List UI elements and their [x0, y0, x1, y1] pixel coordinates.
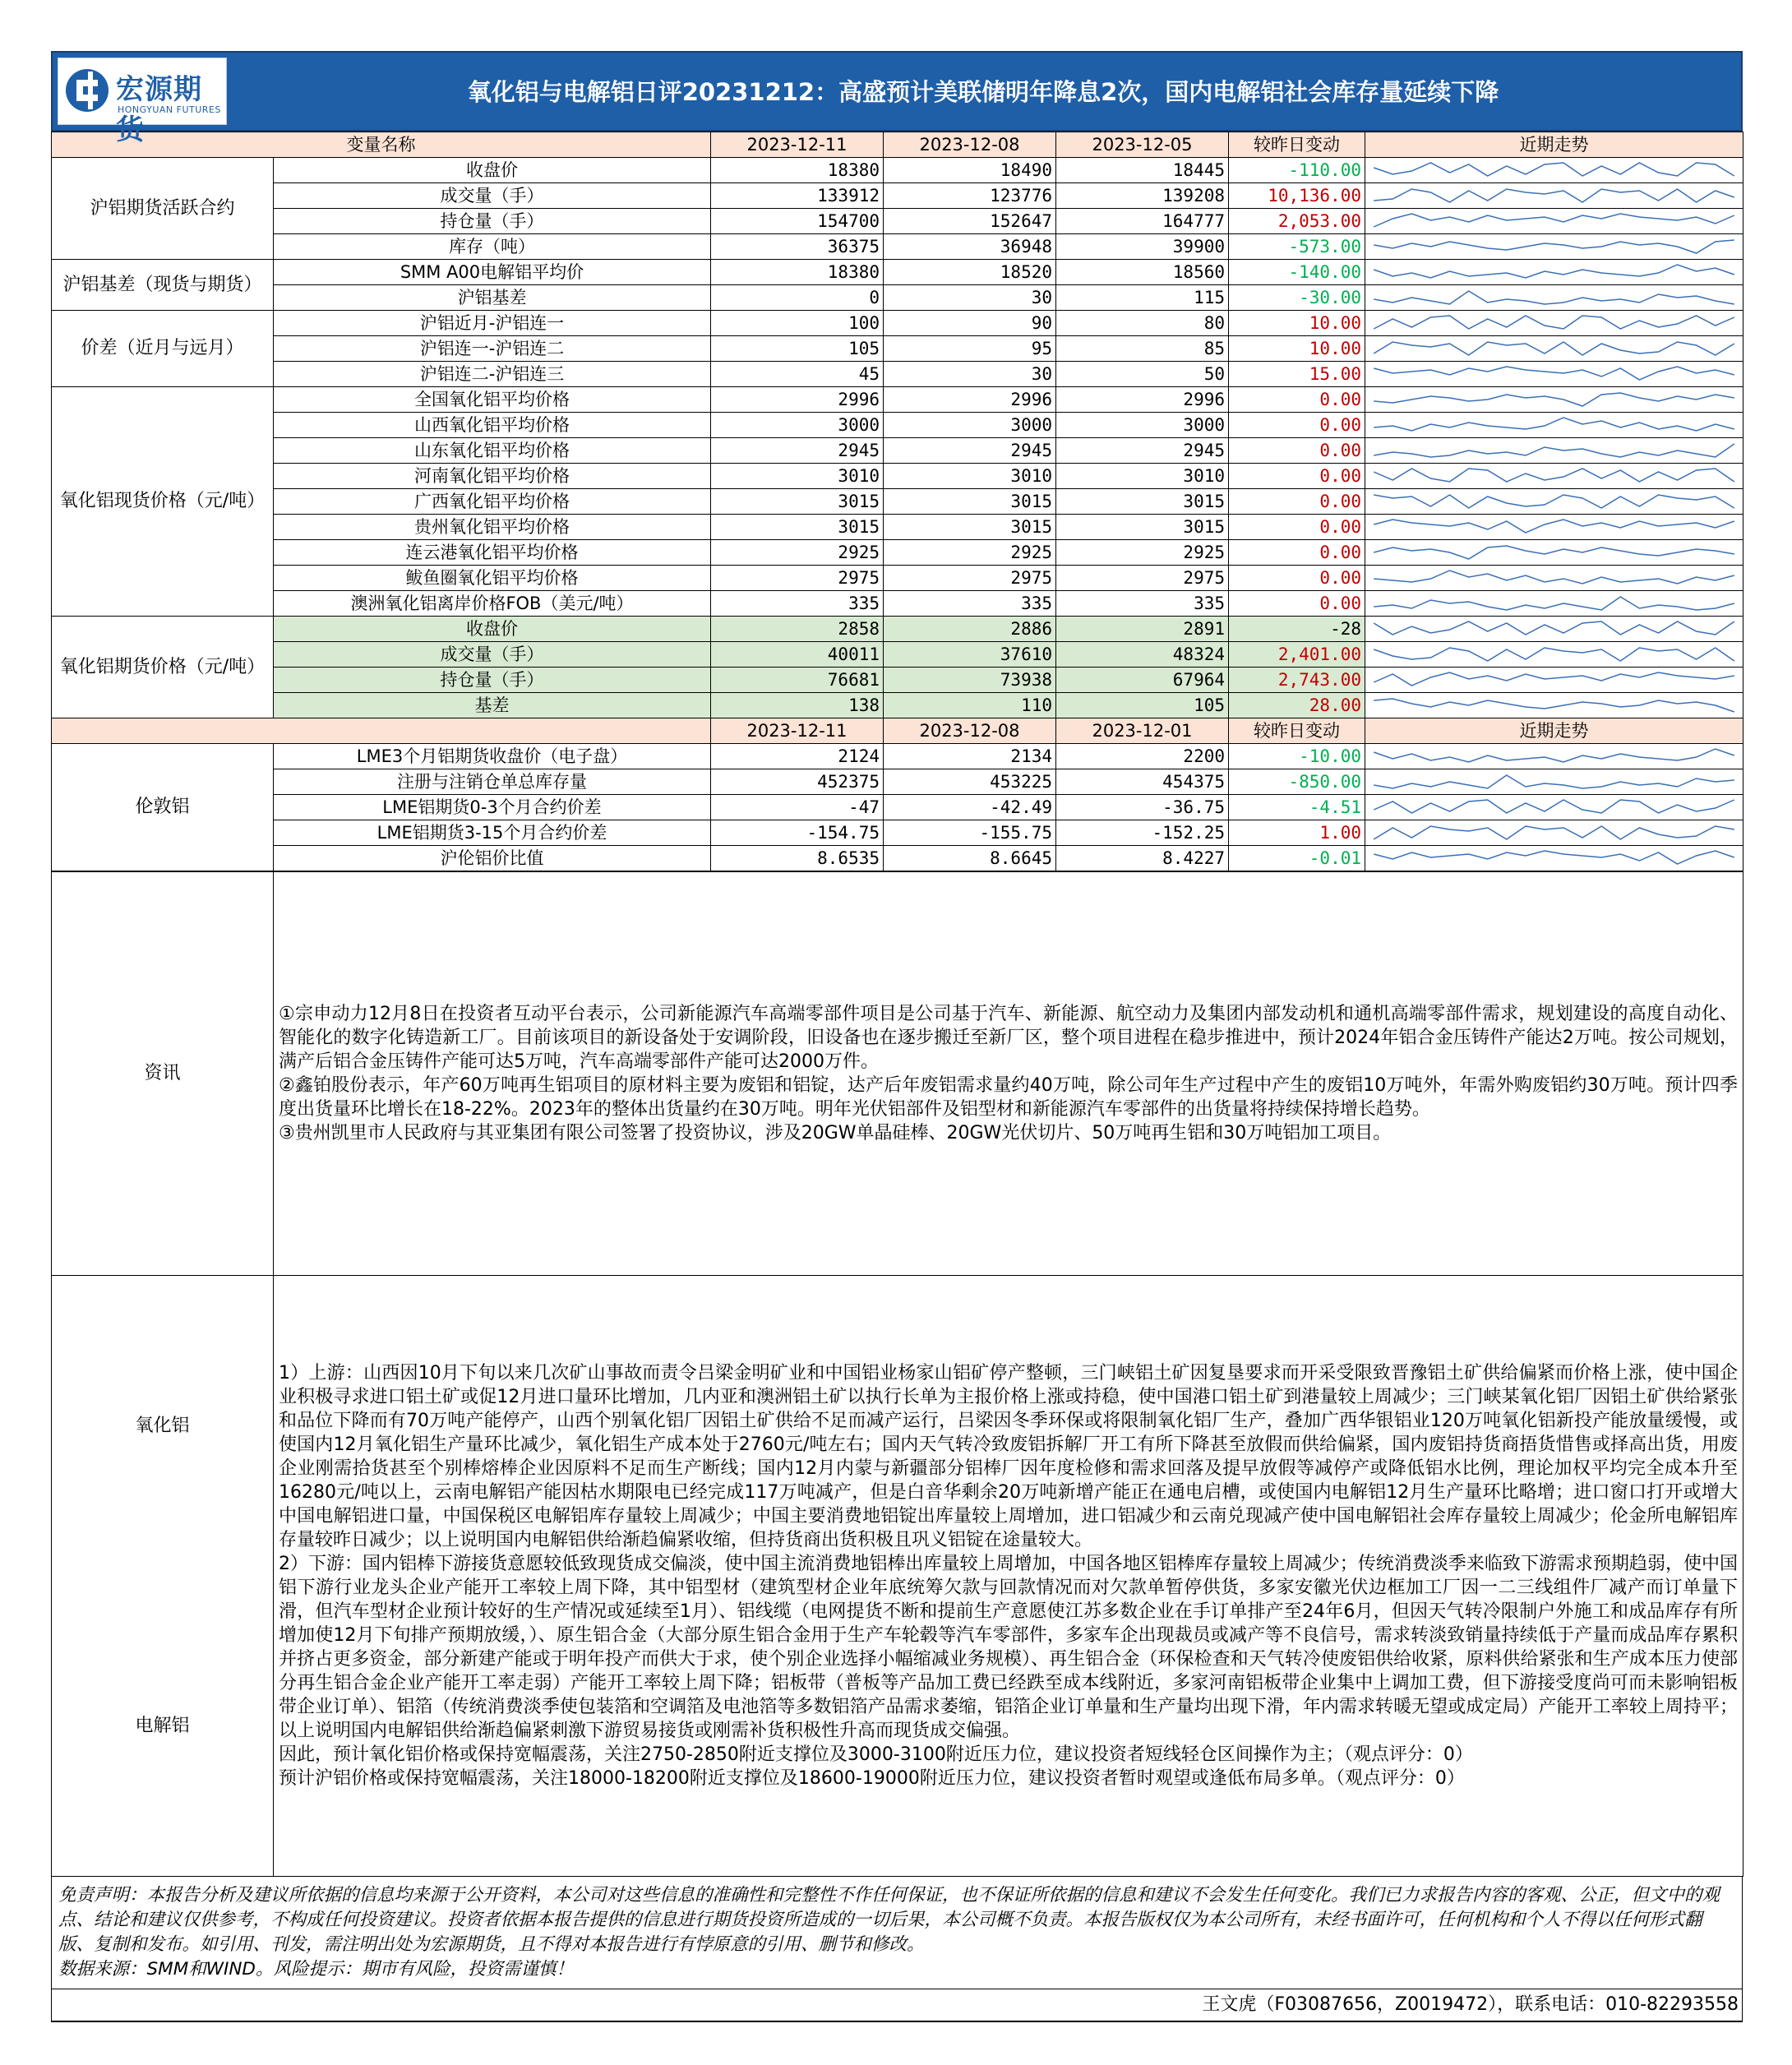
value-cell: 133912: [711, 183, 884, 209]
value-cell: 18380: [711, 260, 884, 285]
trend-sparkline: [1365, 260, 1744, 285]
header-cell: 2023-12-11: [711, 718, 884, 744]
value-cell: 18445: [1056, 158, 1229, 183]
value-cell: 3015: [1056, 515, 1229, 540]
variable-name: 连云港氧化铝平均价格: [274, 540, 711, 566]
table-row: [52, 336, 1744, 362]
sparkline-chart: [1365, 234, 1743, 259]
variable-name: 全国氧化铝平均价格: [274, 387, 711, 413]
change-cell: 0.00: [1229, 438, 1365, 464]
value-cell: 18380: [711, 158, 884, 183]
value-cell: 110: [884, 693, 1056, 718]
table-row: [52, 234, 1744, 260]
value-cell: 2858: [711, 617, 884, 642]
sparkline-path: [1374, 749, 1734, 762]
sparkline-chart: [1365, 362, 1743, 386]
trend-sparkline: [1365, 668, 1744, 693]
value-cell: 8.6645: [884, 846, 1056, 871]
sparkline-path: [1374, 163, 1734, 176]
sparkline-chart: [1365, 846, 1743, 871]
variable-name: 鲅鱼圈氧化铝平均价格: [274, 566, 711, 591]
value-cell: 8.6535: [711, 846, 884, 871]
variable-name: 沪伦铝价比值: [274, 846, 711, 871]
variable-name: 基差: [274, 693, 711, 718]
value-cell: 36375: [711, 234, 884, 260]
change-cell: -10.00: [1229, 744, 1365, 769]
value-cell: 2975: [711, 566, 884, 591]
change-cell: -140.00: [1229, 260, 1365, 285]
news-paragraph: ③贵州凯里市人民政府与其亚集团有限公司签署了投资协议，涉及20GW单晶硅棒、20GW光伏切片、50万吨再生铝和30万吨铝加工项目。: [279, 1123, 1392, 1143]
news-paragraph: ①宗申动力12月8日在投资者互动平台表示，公司新能源汽车高端零部件项目是公司基于汽车、新能源、航空动力及集团内部发动机和通机高端零部件需求，规划建设的高度自动化、智能化的数字化铸造新工厂。目前该项目的新设备处于安调阶段，旧设备也在逐步搬迁至新厂区，整个项目进程在稳步推进中，预计2024年铝合金压铸件产能达2万吨。按公司规划，满产后铝合金压铸件产能可达5万吨，汽车高端零部件产能可达2000万件。: [279, 1004, 1738, 1072]
sparkline-path: [1374, 800, 1734, 813]
change-cell: 28.00: [1229, 693, 1365, 718]
sparkline-path: [1374, 699, 1734, 712]
disclaimer-text: 免责声明：本报告分析及建议所依据的信息均来源于公开资料，本公司对这些信息的准确性和完整性不作任何保证，也不保证所依据的信息和建议不会发生任何变化。我们已力求报告内容的客观、公正，但文中的观点、结论和建议仅供参考，不构成任何投资建议。投资者依据本报告提供的信息进行期货投资所造成的一切后果，本公司概不负责。本报告版权仅为本公司所有，未经书面许可，任何机构和个人不得以任何形式翻版、复制和发布。如引用、刊发，需注明出处为宏源期货，且不得对本报告进行有悖原意的引用、删节和修改。: [58, 1885, 1720, 1955]
value-cell: 3010: [884, 464, 1056, 489]
value-cell: 37610: [884, 642, 1056, 668]
table-row: [52, 642, 1744, 668]
sparkline-chart: [1365, 540, 1743, 565]
change-cell: 0.00: [1229, 566, 1365, 591]
value-cell: 39900: [1056, 234, 1229, 260]
sparkline-path: [1374, 571, 1734, 584]
value-cell: 18520: [884, 260, 1056, 285]
header-cell: 近期走势: [1365, 132, 1744, 158]
trend-sparkline: [1365, 795, 1744, 820]
value-cell: 40011: [711, 642, 884, 668]
logo-cn-text: 宏源期货: [116, 73, 202, 146]
value-cell: 30: [884, 362, 1056, 387]
value-cell: 2200: [1056, 744, 1229, 769]
value-cell: 3015: [711, 489, 884, 515]
sparkline-chart: [1365, 311, 1743, 335]
trend-sparkline: [1365, 769, 1744, 795]
value-cell: 3010: [1056, 464, 1229, 489]
variable-name: 河南氧化铝平均价格: [274, 464, 711, 489]
sparkline-path: [1374, 520, 1734, 533]
trend-sparkline: [1365, 311, 1744, 336]
analysis-label-cell: [52, 1276, 274, 1877]
variable-name: 收盘价: [274, 158, 711, 183]
sparkline-path: [1374, 240, 1734, 253]
change-cell: 2,053.00: [1229, 209, 1365, 234]
value-cell: 2925: [711, 540, 884, 566]
table-row: [52, 846, 1744, 871]
value-cell: 50: [1056, 362, 1229, 387]
value-cell: 105: [1056, 693, 1229, 718]
hongyuan-logo-icon: [65, 65, 109, 116]
change-cell: 0.00: [1229, 515, 1365, 540]
sparkline-chart: [1365, 566, 1743, 590]
value-cell: 2886: [884, 617, 1056, 642]
table-row: [52, 260, 1744, 285]
sparkline-chart: [1365, 795, 1743, 820]
variable-name: 成交量（手）: [274, 183, 711, 209]
trend-sparkline: [1365, 387, 1744, 413]
table-row: [52, 540, 1744, 566]
value-cell: 73938: [884, 668, 1056, 693]
variable-name: 收盘价: [274, 617, 711, 642]
category-label: 氧化铝期货价格（元/吨）: [52, 617, 274, 718]
change-cell: 10.00: [1229, 336, 1365, 362]
analysis-paragraph: 2）下游：国内铝棒下游接货意愿较低致现货成交偏淡，使中国主流消费地铝棒出库量较上周增加，中国各地区铝棒库存量较上周减少；传统消费淡季来临致下游需求预期趋弱，使中国铝下游行业龙头企业产能开工率较上周下降，其中铝型材（建筑型材企业年底统筹欠款与回款情况而对欠款单暂停供货，多家安徽光伏边框加工厂因一二三线组件厂减产而订单量下滑，但汽车型材企业预计较好的生产情况或延续至1月）、铝线缆（电网提货不断和提前生产意愿使江苏多数企业在手订单排产至24年6月，但因天气转冷限制户外施工和成品库存有所增加使12月下旬排产预期放缓，）、原生铝合金（大部分原生铝合金用于生产车轮毂等汽车零部件，多家车企出现裁员或减产等不良信号，需求转淡致销量持续低于产量而成品库存累积并挤占更多资金，部分新建产能或于明年投产而供大于求，使个别企业选择小幅缩减业务规模）、再生铝合金（环保检查和天气转冷使废铝供给收紧，原料供给紧张和生产成本压力使部分再生铝合金企业产能开工率走弱）产能开工率较上周下降；铝板带（普板等产品加工费已经跌至成本线附近，多家河南铝板带企业集中上调加工费，但下游接受度尚可而未影响铝板带企业订单）、铝箔（传统消费淡季使包装箔和空调箔及电池箔等多数铝箔产品需求萎缩，铝箔企业订单量和生产量均出现下滑，年内需求转暖无望或成定局）产能开工率较上周持平；以上说明国内电解铝供给渐趋偏紧刺激下游贸易接货或刚需补货积极性升高而现货成交偏强。: [279, 1554, 1738, 1741]
value-cell: 80: [1056, 311, 1229, 336]
analysis-paragraph: 因此，预计氧化铝价格或保持宽幅震荡，关注2750-2850附近支撑位及3000-3100附近压力位，建议投资者短线轻仓区间操作为主；（观点评分：0）: [279, 1744, 1473, 1765]
sparkline-path: [1374, 189, 1734, 202]
sparkline-path: [1374, 342, 1734, 355]
trend-sparkline: [1365, 693, 1744, 718]
value-cell: 452375: [711, 769, 884, 795]
value-cell: 85: [1056, 336, 1229, 362]
value-cell: 95: [884, 336, 1056, 362]
trend-sparkline: [1365, 158, 1744, 183]
variable-name: 成交量（手）: [274, 642, 711, 668]
category-label: 沪铝基差（现货与期货）: [52, 260, 274, 311]
news-label: 资讯: [52, 872, 274, 1276]
variable-name: 持仓量（手）: [274, 668, 711, 693]
sparkline-path: [1374, 291, 1734, 304]
value-cell: 152647: [884, 209, 1056, 234]
sparkline-path: [1374, 826, 1734, 839]
analysis-content: [274, 1276, 1744, 1877]
change-cell: 10,136.00: [1229, 183, 1365, 209]
table-header-row: [52, 132, 1744, 158]
value-cell: 453225: [884, 769, 1056, 795]
table-row: [52, 209, 1744, 234]
value-cell: 335: [711, 591, 884, 617]
table-row: [52, 668, 1744, 693]
value-cell: 3015: [711, 515, 884, 540]
sparkline-path: [1374, 775, 1734, 788]
value-cell: 2945: [884, 438, 1056, 464]
value-cell: -36.75: [1056, 795, 1229, 820]
sparkline-path: [1374, 265, 1734, 278]
variable-name: 山东氧化铝平均价格: [274, 438, 711, 464]
sparkline-path: [1374, 495, 1734, 508]
value-cell: 2975: [884, 566, 1056, 591]
trend-sparkline: [1365, 209, 1744, 234]
disclaimer: [51, 1877, 1743, 1989]
value-cell: 139208: [1056, 183, 1229, 209]
sparkline-path: [1374, 393, 1734, 406]
sparkline-chart: [1365, 489, 1743, 514]
report-sheet: [51, 51, 1743, 2022]
category-label: 沪铝期货活跃合约: [52, 158, 274, 260]
table-row: [52, 820, 1744, 846]
table-row: [52, 693, 1744, 718]
category-label: 伦敦铝: [52, 744, 274, 871]
table-row: [52, 515, 1744, 540]
header-cell: 2023-12-05: [1056, 132, 1229, 158]
trend-sparkline: [1365, 820, 1744, 846]
change-cell: 2,743.00: [1229, 668, 1365, 693]
variable-name: 沪铝近月-沪铝连一: [274, 311, 711, 336]
report-title: 氧化铝与电解铝日评20231212：高盛预计美联储明年降息2次，国内电解铝社会库存量延续下降: [467, 78, 1499, 106]
value-cell: 2945: [1056, 438, 1229, 464]
value-cell: -42.49: [884, 795, 1056, 820]
sparkline-chart: [1365, 158, 1743, 182]
sparkline-chart: [1365, 693, 1743, 718]
value-cell: 48324: [1056, 642, 1229, 668]
sparkline-chart: [1365, 464, 1743, 488]
trend-sparkline: [1365, 515, 1744, 540]
sparkline-chart: [1365, 413, 1743, 437]
table-row: [52, 362, 1744, 387]
value-cell: 105: [711, 336, 884, 362]
sparkline-path: [1374, 648, 1734, 661]
value-cell: 18490: [884, 158, 1056, 183]
value-cell: 2891: [1056, 617, 1229, 642]
value-cell: 3000: [1056, 413, 1229, 438]
company-logo: [58, 58, 227, 146]
trend-sparkline: [1365, 285, 1744, 311]
change-cell: -4.51: [1229, 795, 1365, 820]
header-cell: 2023-12-08: [884, 718, 1056, 744]
table-row: [52, 285, 1744, 311]
trend-sparkline: [1365, 336, 1744, 362]
value-cell: 2945: [711, 438, 884, 464]
value-cell: 335: [884, 591, 1056, 617]
sparkline-chart: [1365, 260, 1743, 284]
value-cell: 3015: [884, 515, 1056, 540]
variable-name: SMM A00电解铝平均价: [274, 260, 711, 285]
variable-name: 贵州氧化铝平均价格: [274, 515, 711, 540]
change-cell: -110.00: [1229, 158, 1365, 183]
value-cell: 67964: [1056, 668, 1229, 693]
table-row: [52, 489, 1744, 515]
value-cell: 36948: [884, 234, 1056, 260]
header-cell: 近期走势: [1365, 718, 1744, 744]
sparkline-chart: [1365, 515, 1743, 539]
value-cell: 2925: [1056, 540, 1229, 566]
value-cell: 30: [884, 285, 1056, 311]
sparkline-chart: [1365, 285, 1743, 310]
value-cell: 335: [1056, 591, 1229, 617]
table-row: [52, 566, 1744, 591]
change-cell: 2,401.00: [1229, 642, 1365, 668]
header-cell: 2023-12-01: [1056, 718, 1229, 744]
value-cell: 3015: [1056, 489, 1229, 515]
header-cell: 较昨日变动: [1229, 718, 1365, 744]
trend-sparkline: [1365, 438, 1744, 464]
header-cell: 2023-12-11: [711, 132, 884, 158]
value-cell: 115: [1056, 285, 1229, 311]
change-cell: 0.00: [1229, 387, 1365, 413]
table-row: [52, 387, 1744, 413]
change-cell: 15.00: [1229, 362, 1365, 387]
table-row: [52, 591, 1744, 617]
aluminum-label: 电解铝: [135, 1715, 190, 1736]
analysis-paragraph: 1）上游：山西因10月下旬以来几次矿山事故而责令吕梁金明矿业和中国铝业杨家山铝矿停产整顿，三门峡铝土矿因复垦要求而开采受限致晋豫铝土矿供给偏紧而价格上涨，使中国企业积极寻求进口铝土矿或促12月进口量环比增加，几内亚和澳洲铝土矿以执行长单为主报价格上涨或持稳，使中国港口铝土矿到港量较上周减少；三门峡某氧化铝厂因铝土矿供给紧张和品位下降而有70万吨产能停产，山西个别氧化铝厂因铝土矿供给不足而减产运行，吕梁因冬季环保或将限制氧化铝厂生产，叠加广西华银铝业120万吨氧化铝新投产能放量缓慢，或使国内12月氧化铝生产量环比减少，氧化铝生产成本处于2760元/吨左右；国内天气转冷致废铝拆解厂开工有所下降甚至放假而供给偏紧，国内废铝持货商捂货惜售或择高出货，用废企业刚需拾货甚至个别棒熔棒企业因原料不足而生产断线；国内12月内蒙与新疆部分铝棒厂因年度检修和需求回落及提早放假等减停产或降低铝水比例，理论加权平均完全成本升至16280元/吨以上，云南电解铝产能因枯水期限电已经完成117万吨减产，但是白音华剩余20万吨新增产能正在通电启槽，或使国内电解铝12月生产量环比略增；进口窗口打开或增大中国电解铝进口量，中国保税区电解铝库存量较上周减少；中国主要消费地铝锭出库量较上周增加，进口铝减少和云南兑现减产使中国电解铝社会库存量较上周减少；伦金所电解铝库存量较昨日减少；以上说明国内电解铝供给渐趋偏紧收缩，但持货商出货积极且巩义铝锭在途量较大。: [279, 1363, 1738, 1550]
value-cell: 2996: [711, 387, 884, 413]
variable-name: 山西氧化铝平均价格: [274, 413, 711, 438]
author-contact: 王文虎（F03087656，Z0019472），联系电话：010-82293558: [51, 1989, 1743, 2022]
sparkline-chart: [1365, 744, 1743, 769]
sparkline-path: [1374, 851, 1734, 864]
value-cell: -154.75: [711, 820, 884, 846]
value-cell: 45: [711, 362, 884, 387]
header-cell-name: 变量名称: [52, 132, 711, 158]
value-cell: 3000: [711, 413, 884, 438]
trend-sparkline: [1365, 540, 1744, 566]
sparkline-chart: [1365, 183, 1743, 208]
value-cell: 454375: [1056, 769, 1229, 795]
value-cell: 123776: [884, 183, 1056, 209]
trend-sparkline: [1365, 489, 1744, 515]
change-cell: 0.00: [1229, 540, 1365, 566]
sparkline-chart: [1365, 209, 1743, 233]
value-cell: 3010: [711, 464, 884, 489]
trend-sparkline: [1365, 234, 1744, 260]
change-cell: -850.00: [1229, 769, 1365, 795]
value-cell: 2925: [884, 540, 1056, 566]
variable-name: LME铝期货0-3个月合约价差: [274, 795, 711, 820]
table-header-row: [52, 718, 1744, 744]
trend-sparkline: [1365, 846, 1744, 871]
sparkline-chart: [1365, 591, 1743, 616]
variable-name: LME铝期货3-15个月合约价差: [274, 820, 711, 846]
table-row: [52, 413, 1744, 438]
value-cell: 76681: [711, 668, 884, 693]
sparkline-chart: [1365, 642, 1743, 667]
table-row: [52, 464, 1744, 489]
value-cell: -152.25: [1056, 820, 1229, 846]
header-cell: 较昨日变动: [1229, 132, 1365, 158]
sparkline-chart: [1365, 769, 1743, 794]
sparkline-path: [1374, 597, 1734, 610]
value-cell: 18560: [1056, 260, 1229, 285]
sparkline-chart: [1365, 438, 1743, 463]
trend-sparkline: [1365, 591, 1744, 617]
trend-sparkline: [1365, 642, 1744, 668]
sparkline-path: [1374, 672, 1734, 686]
value-cell: 8.4227: [1056, 846, 1229, 871]
sparkline-path: [1374, 444, 1734, 457]
sparkline-chart: [1365, 387, 1743, 412]
trend-sparkline: [1365, 566, 1744, 591]
sparkline-chart: [1365, 336, 1743, 361]
change-cell: 1.00: [1229, 820, 1365, 846]
table-row: [52, 617, 1744, 642]
change-cell: -28: [1229, 617, 1365, 642]
category-label: 价差（近月与远月）: [52, 311, 274, 387]
value-cell: -47: [711, 795, 884, 820]
table-row: [52, 769, 1744, 795]
variable-name: 沪铝基差: [274, 285, 711, 311]
value-cell: 2124: [711, 744, 884, 769]
value-cell: 164777: [1056, 209, 1229, 234]
table-row: [52, 744, 1744, 769]
header-cell-name: [52, 718, 711, 744]
change-cell: 10.00: [1229, 311, 1365, 336]
value-cell: 90: [884, 311, 1056, 336]
analysis-paragraph: 预计沪铝价格或保持宽幅震荡，关注18000-18200附近支撑位及18600-19000附近压力位，建议投资者暂时观望或逢低布局多单。（观点评分：0）: [279, 1768, 1465, 1789]
variable-name: 注册与注销仓单总库存量: [274, 769, 711, 795]
trend-sparkline: [1365, 183, 1744, 209]
value-cell: 138: [711, 693, 884, 718]
category-label: 氧化铝现货价格（元/吨）: [52, 387, 274, 617]
value-cell: 3000: [884, 413, 1056, 438]
sparkline-path: [1374, 546, 1734, 559]
sparkline-path: [1374, 418, 1734, 431]
table-row: [52, 438, 1744, 464]
market-data-table: [51, 132, 1744, 871]
sparkline-path: [1374, 621, 1734, 635]
change-cell: -573.00: [1229, 234, 1365, 260]
logo-en-text: HONGYUAN FUTURES: [118, 104, 221, 115]
value-cell: 2996: [884, 387, 1056, 413]
sparkline-chart: [1365, 617, 1743, 641]
alumina-label: 氧化铝: [135, 1415, 190, 1436]
value-cell: 3015: [884, 489, 1056, 515]
variable-name: 库存（吨）: [274, 234, 711, 260]
value-cell: 2996: [1056, 387, 1229, 413]
variable-name: LME3个月铝期货收盘价（电子盘）: [274, 744, 711, 769]
trend-sparkline: [1365, 362, 1744, 387]
trend-sparkline: [1365, 744, 1744, 769]
variable-name: 沪铝连二-沪铝连三: [274, 362, 711, 387]
table-row: [52, 311, 1744, 336]
sparkline-chart: [1365, 668, 1743, 692]
header-cell: 2023-12-08: [884, 132, 1056, 158]
data-source-text: 数据来源：SMM和WIND。风险提示：期市有风险，投资需谨慎！: [58, 1959, 574, 1980]
change-cell: -30.00: [1229, 285, 1365, 311]
value-cell: 154700: [711, 209, 884, 234]
sparkline-chart: [1365, 820, 1743, 845]
variable-name: 沪铝连一-沪铝连二: [274, 336, 711, 362]
change-cell: -0.01: [1229, 846, 1365, 871]
change-cell: 0.00: [1229, 489, 1365, 515]
variable-name: 澳洲氧化铝离岸价格FOB（美元/吨）: [274, 591, 711, 617]
table-row: [52, 795, 1744, 820]
value-cell: 100: [711, 311, 884, 336]
trend-sparkline: [1365, 617, 1744, 642]
sparkline-path: [1374, 214, 1734, 227]
news-paragraph: ②鑫铂股份表示，年产60万吨再生铝项目的原材料主要为废铝和铝锭，达产后年废铝需求量约40万吨，除公司年生产过程中产生的废铝10万吨外，年需外购废铝约30万吨。预计四季度出货量环比增长在18-22%。2023年的整体出货量约在30万吨。明年光伏铝部件及铝型材和新能源汽车零部件的出货量将持续保持增长趋势。: [279, 1075, 1738, 1120]
trend-sparkline: [1365, 413, 1744, 438]
change-cell: 0.00: [1229, 591, 1365, 617]
value-cell: 2975: [1056, 566, 1229, 591]
value-cell: -155.75: [884, 820, 1056, 846]
trend-sparkline: [1365, 464, 1744, 489]
value-cell: 2134: [884, 744, 1056, 769]
table-row: [52, 158, 1744, 183]
value-cell: 0: [711, 285, 884, 311]
news-content: [274, 872, 1744, 1276]
sparkline-path: [1374, 316, 1734, 329]
text-sections-table: [51, 871, 1744, 1877]
variable-name: 广西氧化铝平均价格: [274, 489, 711, 515]
table-row: [52, 183, 1744, 209]
change-cell: 0.00: [1229, 464, 1365, 489]
sparkline-path: [1374, 469, 1734, 482]
variable-name: 持仓量（手）: [274, 209, 711, 234]
sparkline-path: [1374, 367, 1734, 380]
change-cell: 0.00: [1229, 413, 1365, 438]
